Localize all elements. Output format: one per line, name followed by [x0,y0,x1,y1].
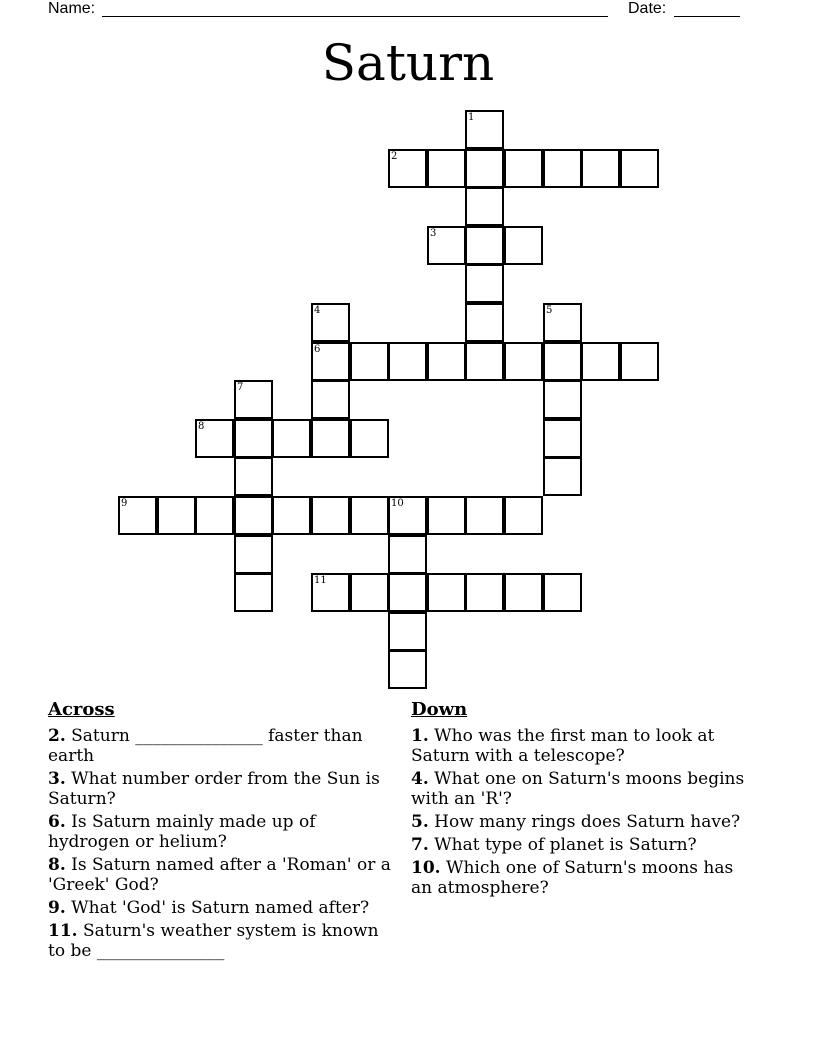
clue-text: Who was the first man to look at Saturn with a telescope? [411,726,715,766]
clue-number: 7. [411,835,429,855]
clue-text: What number order from the Sun is Saturn? [48,769,380,809]
grid-cell[interactable] [465,264,504,303]
grid-cell[interactable] [388,573,427,612]
grid-cell[interactable] [620,149,659,188]
grid-cell[interactable] [465,110,504,149]
grid-cell[interactable] [311,342,350,381]
down-clues [411,700,756,901]
clue-number: 5. [411,812,429,832]
grid-cell[interactable] [465,342,504,381]
clue-text: What 'God' is Saturn named after? [65,898,370,918]
grid-cell[interactable] [234,573,273,612]
clue-number: 6. [48,812,66,832]
clue-text: Saturn's weather system is known to be _______________ [48,921,379,961]
grid-cell[interactable] [465,187,504,226]
grid-cell[interactable] [543,149,582,188]
clue-number: 7 [237,382,244,393]
grid-cell[interactable] [427,496,466,535]
grid-cell[interactable] [350,419,389,458]
across-clues [48,700,393,964]
grid-cell[interactable] [350,342,389,381]
across-heading: Across [48,699,115,720]
grid-cell[interactable] [311,496,350,535]
down-clue [411,769,756,809]
across-clue-list [48,726,393,961]
grid-cell[interactable] [195,496,234,535]
clue-number: 4. [411,769,429,789]
clue-number: 1. [411,726,429,746]
clue-text: How many rings does Saturn have? [428,812,741,832]
across-clue [48,921,393,961]
grid-cell[interactable] [465,303,504,342]
grid-cell[interactable] [388,496,427,535]
grid-cell[interactable] [234,457,273,496]
grid-cell[interactable] [311,419,350,458]
grid-cell[interactable] [195,419,234,458]
grid-cell[interactable] [465,496,504,535]
grid-cell[interactable] [465,226,504,265]
grid-cell[interactable] [427,573,466,612]
grid-cell[interactable] [157,496,196,535]
clue-text: Is Saturn mainly made up of hydrogen or helium? [48,812,316,852]
clue-number: 8. [48,855,66,875]
across-clue [48,812,393,852]
clue-number: 3 [430,228,437,239]
clue-number: 5 [546,305,553,316]
grid-cell[interactable] [543,419,582,458]
clue-number: 9. [48,898,66,918]
clue-number: 3. [48,769,66,789]
grid-cell[interactable] [388,149,427,188]
clue-number: 11. [48,921,78,941]
grid-cell[interactable] [504,573,543,612]
across-clue [48,726,393,766]
grid-cell[interactable] [234,380,273,419]
grid-cell[interactable] [311,380,350,419]
clue-text: Is Saturn named after a 'Roman' or a 'Greek' God? [48,855,391,895]
across-clue [48,855,393,895]
across-clue [48,898,393,918]
across-clue [48,769,393,809]
clue-number: 1 [468,112,475,123]
grid-cell[interactable] [311,303,350,342]
grid-cell[interactable] [388,650,427,689]
clue-number: 2. [48,726,66,746]
grid-cell[interactable] [272,419,311,458]
grid-cell[interactable] [620,342,659,381]
clue-text: What type of planet is Saturn? [428,835,697,855]
grid-cell[interactable] [427,226,466,265]
date-label: Date: [628,0,667,17]
grid-cell[interactable] [543,303,582,342]
grid-cell[interactable] [543,573,582,612]
clue-number: 8 [198,421,205,432]
clue-number: 2 [391,151,398,162]
grid-cell[interactable] [504,226,543,265]
clue-text: What one on Saturn's moons begins with an 'R'? [411,769,745,809]
grid-cell[interactable] [234,496,273,535]
clue-number: 10. [411,858,441,878]
grid-cell[interactable] [543,457,582,496]
grid-cell[interactable] [272,496,311,535]
grid-cell[interactable] [465,573,504,612]
grid-cell[interactable] [388,535,427,574]
grid-cell[interactable] [427,342,466,381]
grid-cell[interactable] [234,419,273,458]
name-label: Name: [48,0,96,17]
grid-cell[interactable] [504,496,543,535]
down-clue [411,858,756,898]
grid-cell[interactable] [350,496,389,535]
down-heading: Down [411,699,468,720]
down-clue [411,835,756,855]
grid-cell[interactable] [388,612,427,651]
page-title: Saturn [321,34,495,92]
grid-cell[interactable] [465,149,504,188]
grid-cell[interactable] [581,149,620,188]
clue-text: Saturn _______________ faster than earth [48,726,363,766]
grid-cell[interactable] [504,149,543,188]
grid-cell[interactable] [311,573,350,612]
grid-cell[interactable] [350,573,389,612]
grid-cell[interactable] [543,342,582,381]
down-clue [411,726,756,766]
grid-cell[interactable] [388,342,427,381]
down-clue-list [411,726,756,898]
clue-number: 10 [391,498,404,509]
grid-cell[interactable] [234,535,273,574]
down-clue [411,812,756,832]
grid-cell[interactable] [427,149,466,188]
clue-number: 6 [314,344,321,355]
clue-number: 11 [314,575,327,586]
grid-cell[interactable] [504,342,543,381]
grid-cell[interactable] [118,496,157,535]
grid-cell[interactable] [581,342,620,381]
grid-cell[interactable] [543,380,582,419]
clue-text: Which one of Saturn's moons has an atmosphere? [411,858,734,898]
clue-number: 4 [314,305,321,316]
clue-number: 9 [121,498,128,509]
